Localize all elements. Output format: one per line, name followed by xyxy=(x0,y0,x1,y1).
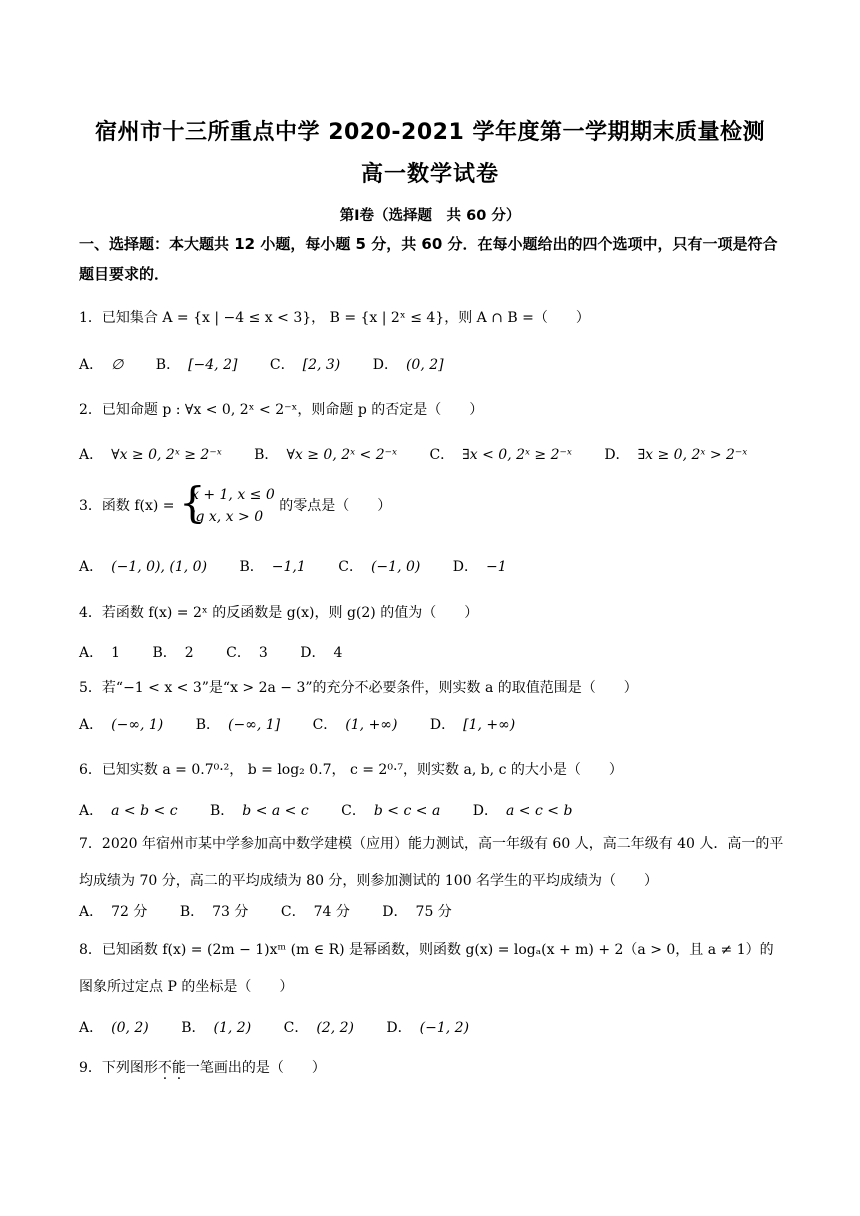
question-1-options xyxy=(79,354,444,374)
option-b: B． (1, 2) xyxy=(181,1020,252,1036)
option-d: D． (−1, 2) xyxy=(386,1020,470,1036)
option-c: C． [2, 3) xyxy=(269,357,341,373)
question-8-stem: 8．已知函数 f(x) = (2m − 1)xᵐ (m ∈ R) 是幂函数，则函数 g(x) = logₐ(x + m) + 2（a > 0，且 a ≠ 1）的图象所过定点 P 的坐标是（ ） xyxy=(79,942,774,995)
question-9-stem: 9．下列图形不能一笔画出的是（ ） xyxy=(79,1060,326,1076)
option-d: D． 75 分 xyxy=(382,904,452,920)
option-d: D． ∃x ≥ 0, 2ˣ > 2⁻ˣ xyxy=(604,447,748,463)
option-b: B． −1,1 xyxy=(239,559,306,575)
option-c: C． b < c < a xyxy=(341,803,441,819)
option-a: A． (−∞, 1) xyxy=(79,717,164,733)
question-8-options xyxy=(79,1017,469,1037)
question-5-options xyxy=(79,714,515,734)
option-d: D． [1, +∞) xyxy=(429,717,516,733)
option-c: C． 74 分 xyxy=(280,904,350,920)
option-a: A． (0, 2) xyxy=(79,1020,149,1036)
option-d: D． (0, 2] xyxy=(372,357,444,373)
part-heading: 第Ⅰ卷（选择题 共 60 分） xyxy=(339,208,521,224)
option-c: C． (−1, 0) xyxy=(338,559,421,575)
question-4-stem: 4．若函数 f(x) = 2ˣ 的反函数是 g(x)，则 g(2) 的值为（ ） xyxy=(79,605,479,621)
option-b: B． (−∞, 1] xyxy=(195,717,281,733)
emphasis-char: 能 xyxy=(171,1060,186,1076)
option-a: A． ∀x ≥ 0, 2ˣ ≥ 2⁻ˣ xyxy=(79,447,222,463)
piecewise-function: { x + 1, x ≤ 0 lg x, x > 0 xyxy=(179,478,275,527)
option-a: A． a < b < c xyxy=(79,803,178,819)
question-7-stem: 7．2020 年宿州市某中学参加高中数学建模（应用）能力测试，高一年级有 60 人，高二年级有 40 人．高一的平均成绩为 70 分，高二的平均成绩为 80 分，则参加测试的 100 名学生的平均成绩为（ ） xyxy=(79,836,784,889)
question-7-options xyxy=(79,901,452,921)
option-b: B． [−4, 2] xyxy=(155,357,238,373)
option-b: B． 2 xyxy=(152,645,194,661)
question-5-stem: 5．若“−1 < x < 3”是“x > 2a − 3”的充分不必要条件，则实数 a 的取值范围是（ ） xyxy=(79,680,638,696)
emphasis-char: 不 xyxy=(157,1060,172,1076)
option-b: B． b < a < c xyxy=(210,803,309,819)
option-c: C． 3 xyxy=(226,645,268,661)
option-a: A． (−1, 0), (1, 0) xyxy=(79,559,208,575)
piecewise-case-2: lg x, x > 0 xyxy=(191,509,264,525)
exam-subtitle: 高一数学试卷 xyxy=(360,162,499,187)
option-c: C． ∃x < 0, 2ˣ ≥ 2⁻ˣ xyxy=(429,447,572,463)
option-a: A． ∅ xyxy=(79,357,124,373)
question-6-stem: 6．已知实数 a = 0.7⁰·²， b = log₂ 0.7， c = 2⁰·⁷，则实数 a, b, c 的大小是（ ） xyxy=(79,762,623,778)
question-2-options xyxy=(79,444,747,464)
section-instructions: 一、选择题：本大题共 12 小题，每小题 5 分，共 60 分．在每小题给出的四个选项中，只有一项是符合题目要求的． xyxy=(79,235,778,283)
option-a: A． 1 xyxy=(79,645,121,661)
question-1-stem: 1．已知集合 A = {x | −4 ≤ x < 3}， B = {x | 2ˣ ≤ 4}，则 A ∩ B =（ ） xyxy=(79,310,590,326)
option-d: D． −1 xyxy=(452,559,507,575)
question-4-options xyxy=(79,642,342,662)
question-3-stem: 3．函数 f(x) = { x + 1, x ≤ 0 lg x, x > 0 的零点是（ ） xyxy=(79,478,392,527)
option-b: B． 73 分 xyxy=(179,904,249,920)
option-c: C． (2, 2) xyxy=(283,1020,354,1036)
option-c: C． (1, +∞) xyxy=(312,717,398,733)
option-b: B． ∀x ≥ 0, 2ˣ < 2⁻ˣ xyxy=(254,447,397,463)
option-d: D． a < c < b xyxy=(472,803,573,819)
option-d: D． 4 xyxy=(300,645,343,661)
option-a: A． 72 分 xyxy=(79,904,148,920)
piecewise-case-1: x + 1, x ≤ 0 xyxy=(191,487,275,503)
question-3-options xyxy=(79,556,507,576)
question-2-stem: 2．已知命题 p : ∀x < 0, 2ˣ < 2⁻ˣ，则命题 p 的否定是（ ） xyxy=(79,402,484,418)
exam-title: 宿州市十三所重点中学 2020-2021 学年度第一学期期末质量检测 xyxy=(95,120,765,145)
question-6-options xyxy=(79,800,572,820)
